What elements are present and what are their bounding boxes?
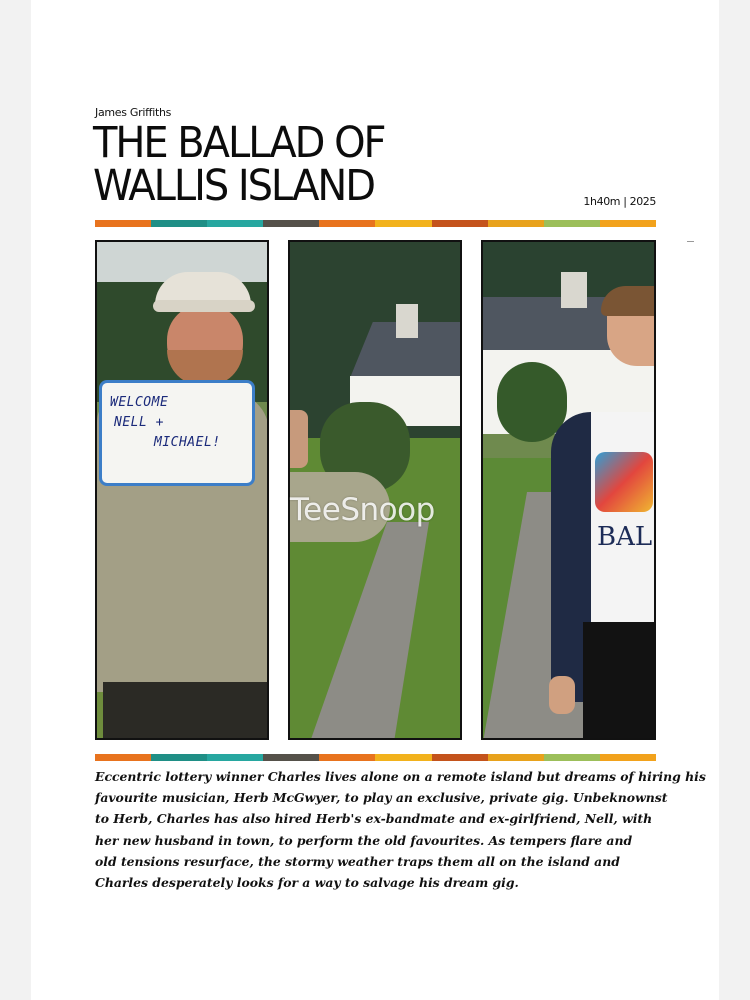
still-panel-herb [481, 240, 656, 740]
stripe-segment [319, 220, 375, 227]
stripe-segment [544, 220, 600, 227]
synopsis-line-1: Eccentric lottery winner Charles lives alone on a remote island but dreams of hiring his [95, 769, 706, 784]
stripe-segment [207, 754, 263, 761]
synopsis [95, 766, 706, 893]
color-stripe-bottom [95, 754, 656, 761]
cap-brim [153, 300, 255, 312]
stripe-segment [488, 220, 544, 227]
title-line-1: THE BALLAD OF [93, 118, 385, 168]
runtime-year: 1h40m | 2025 [583, 195, 656, 208]
stripe-segment [95, 220, 151, 227]
stripe-segment [151, 220, 207, 227]
t-shirt [591, 412, 656, 628]
color-stripe-top [95, 220, 656, 227]
title-line-2: WALLIS ISLAND [93, 161, 375, 211]
stripe-segment [207, 220, 263, 227]
hair [601, 286, 656, 316]
synopsis-line-2: favourite musician, Herb McGwyer, to play an exclusive, private gig. Unbeknownst [95, 790, 668, 806]
stripe-segment [151, 754, 207, 761]
whiteboard-text [110, 393, 250, 453]
trousers [103, 682, 269, 740]
stripe-segment [432, 220, 488, 227]
stripe-segment [544, 754, 600, 761]
hand [290, 410, 308, 468]
stripe-segment [95, 754, 151, 761]
synopsis-line-6: Charles desperately looks for a way to salvage his dream gig. [95, 875, 519, 891]
board-line-1: WELCOME [110, 395, 169, 410]
shirt-text: BAL [597, 522, 653, 552]
stripe-segment [375, 220, 431, 227]
chimney [396, 304, 418, 338]
stripe-segment [600, 220, 656, 227]
still-panel-charles [95, 240, 269, 740]
synopsis-line-4: her new husband in town, to perform the old favourites. As tempers flare and [95, 832, 633, 848]
stripe-segment [432, 754, 488, 761]
director-credit: James Griffiths [95, 106, 172, 119]
chimney [561, 272, 587, 308]
parrot-print [595, 452, 653, 512]
synopsis-line-5: old tensions resurface, the stormy weather traps them all on the island and [95, 853, 620, 869]
divider-tick [687, 241, 694, 242]
stripe-segment [263, 754, 319, 761]
stripe-segment [600, 754, 656, 761]
welcome-whiteboard [99, 380, 255, 486]
board-line-2: NELL + [114, 415, 164, 430]
board-line-3: MICHAEL! [154, 435, 221, 450]
still-panel-cottage [288, 240, 462, 740]
stripe-segment [319, 754, 375, 761]
trousers [583, 622, 656, 740]
hand [549, 676, 575, 714]
movie-title [93, 118, 400, 211]
stripe-segment [375, 754, 431, 761]
stripe-segment [488, 754, 544, 761]
watermark: TeeSnoop [290, 492, 435, 528]
synopsis-line-3: to Herb, Charles has also hired Herb's ex-bandmate and ex-girlfriend, Nell, with [95, 811, 653, 827]
stripe-segment [263, 220, 319, 227]
